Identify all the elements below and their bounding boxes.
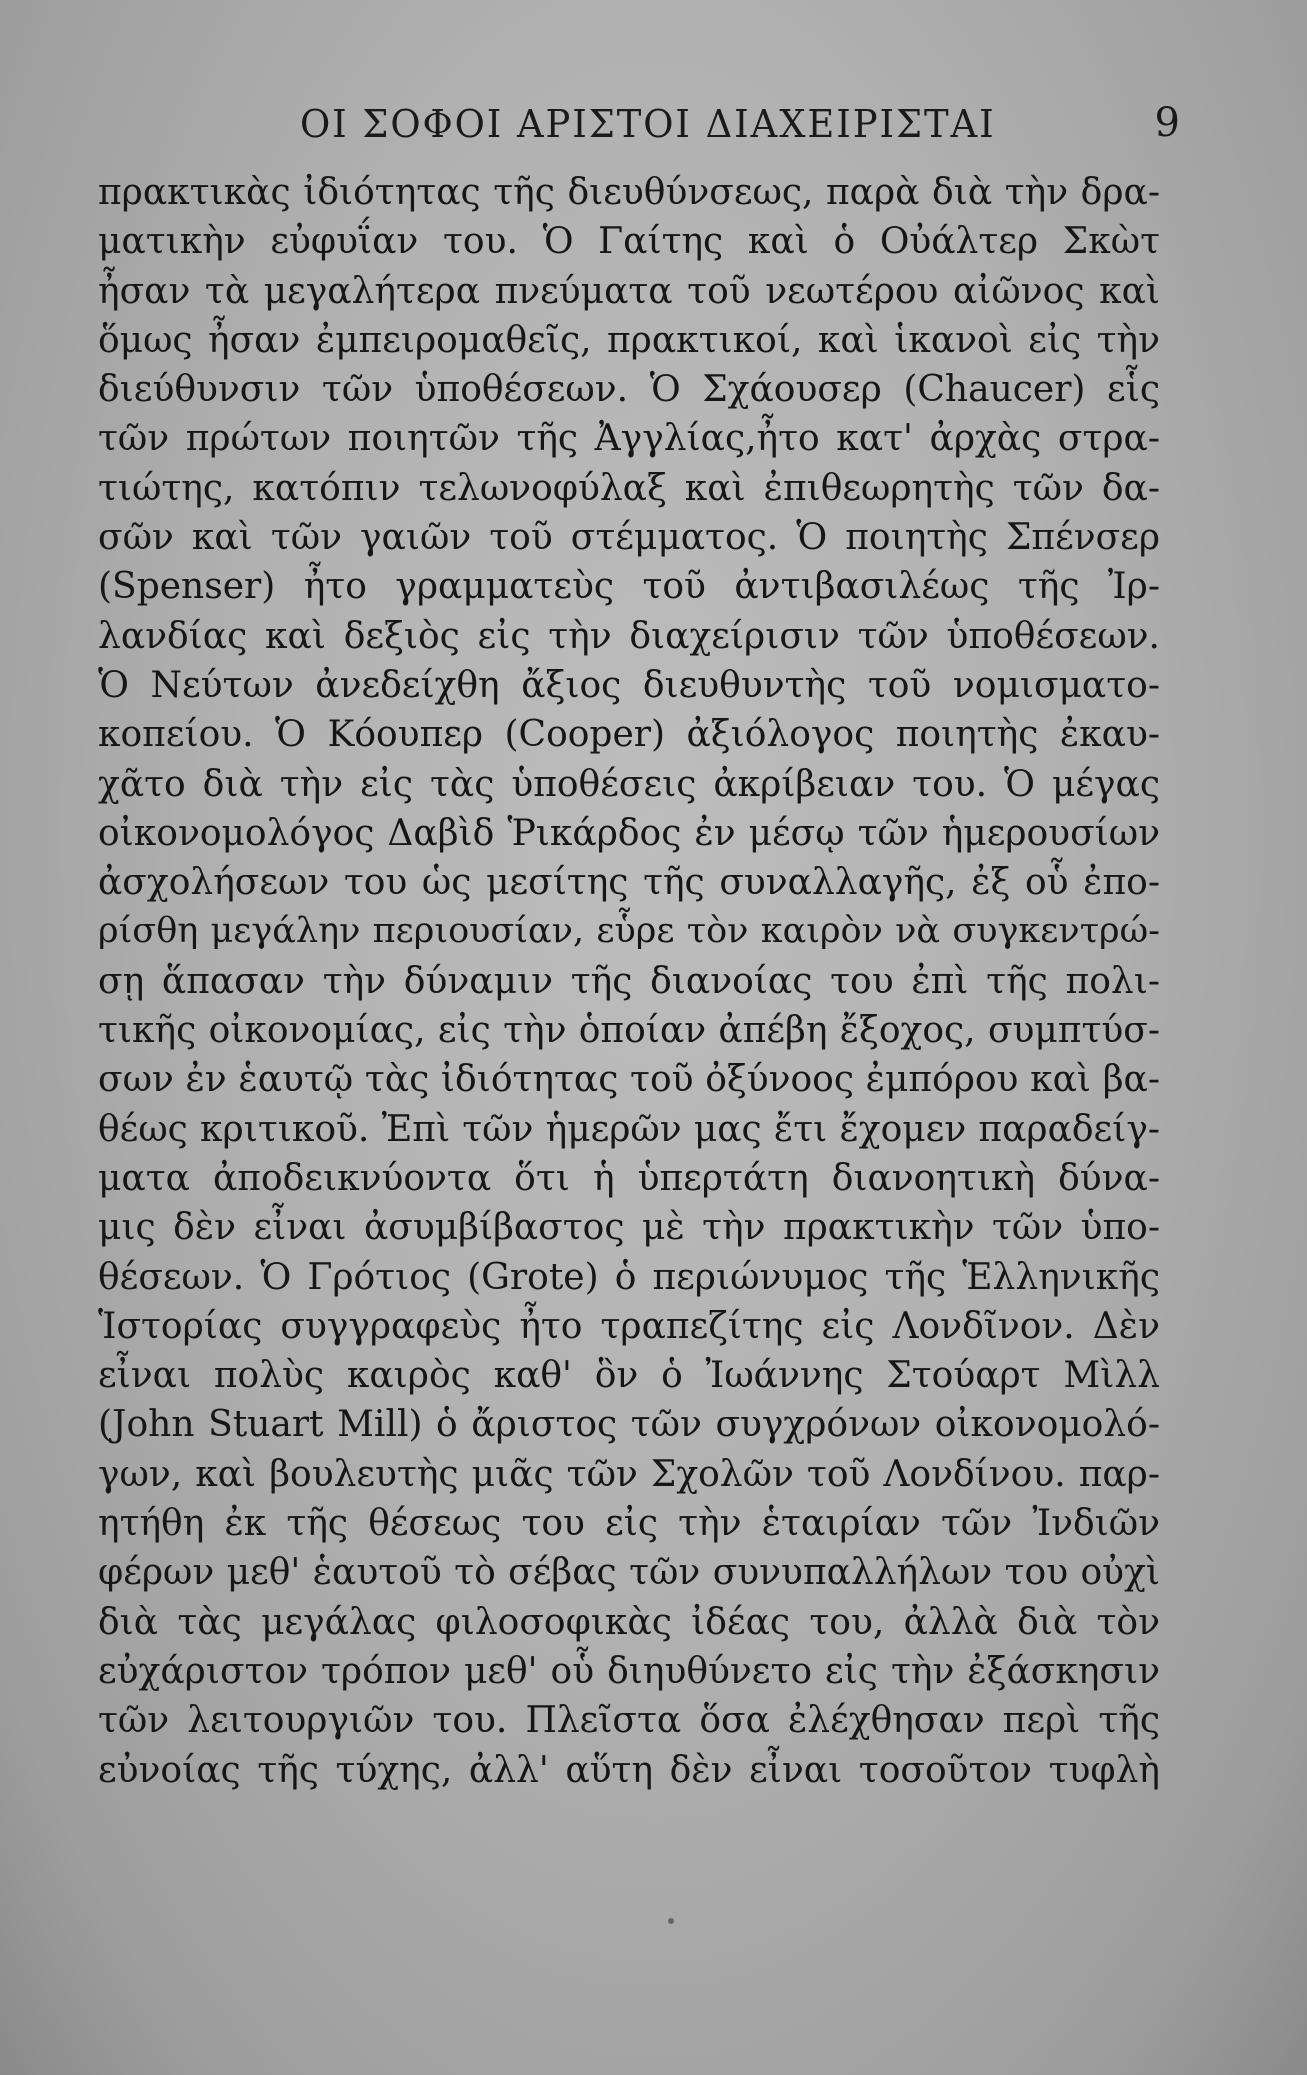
text-line: σῃ ἅπασαν τὴν δύναμιν τῆς διανοίας του ἐπὶ τῆς πολι- [98,960,1160,1002]
text-line: ρίσθη μεγάλην περιουσίαν, εὗρε τὸν καιρὸν νὰ συγκεντρώ- [98,911,1160,952]
text-line: χᾶτο διὰ τὴν εἰς τὰς ὑποθέσεις ἀκρίβειαν του. Ὁ μέγας [98,763,1160,805]
text-line: φέρων μεθ' ἑαυτοῦ τὸ σέβας τῶν συνυπαλλήλων του οὐχὶ [98,1552,1160,1594]
text-line: ητήθη ἐκ τῆς θέσεως του εἰς τὴν ἑταιρίαν τῶν Ἰνδιῶν [98,1503,1160,1545]
text-line: κοπείου. Ὁ Κόουπερ (Cooper) ἀξιόλογος ποιητὴς ἐκαυ- [98,714,1160,756]
text-line: ὅμως ἦσαν ἐμπειρομαθεῖς, πρακτικοί, καὶ ἱκανοὶ εἰς τὴν [98,319,1160,361]
text-line: Ἱστορίας συγγραφεὺς ἦτο τραπεζίτης εἰς Λονδῖνον. Δὲν [98,1305,1160,1347]
page-number: 9 [1154,100,1180,146]
text-line: τιώτης, κατόπιν τελωνοφύλαξ καὶ ἐπιθεωρητὴς τῶν δα- [98,467,1160,509]
text-line: εἶναι πολὺς καιρὸς καθ' ὃν ὁ Ἰωάννης Στούαρτ Μὶλλ [98,1355,1160,1397]
text-line: ματικὴν εὐφυΐαν του. Ὁ Γαίτης καὶ ὁ Οὐάλτερ Σκὼτ [98,221,1160,263]
running-title: ΟΙ ΣΟΦΟΙ ΑΡΙΣΤΟΙ ΔΙΑΧΕΙΡΙΣΤΑΙ [300,102,996,146]
text-line: σων ἐν ἑαυτῷ τὰς ἰδιότητας τοῦ ὀξύνοος ἐμπόρου καὶ βα- [98,1059,1160,1101]
text-line: οἰκονομολόγος Δαβὶδ Ῥικάρδος ἐν μέσῳ τῶν ἡμερουσίων [98,812,1160,854]
body-text [98,168,1160,1795]
text-line: τικῆς οἰκονομίας, εἰς τὴν ὁποίαν ἀπέβη ἔξοχος, συμπτύσ- [98,1010,1160,1052]
text-line: θέσεων. Ὁ Γρότιος (Grote) ὁ περιώνυμος τῆς Ἑλληνικῆς [98,1256,1160,1298]
text-line: (Spenser) ἦτο γραμματεὺς τοῦ ἀντιβασιλέως τῆς Ἰρ- [98,566,1160,608]
text-line: τῶν πρώτων ποιητῶν τῆς Ἀγγλίας,ἦτο κατ' ἀρχὰς στρα- [98,418,1160,460]
text-line: εὐχάριστον τρόπον μεθ' οὗ διηυθύνετο εἰς τὴν ἐξάσκησιν [98,1650,1160,1692]
text-line: ἀσχολήσεων του ὡς μεσίτης τῆς συναλλαγῆς, ἐξ οὗ ἐπο- [98,862,1160,904]
text-line: Ὁ Νεύτων ἀνεδείχθη ἄξιος διευθυντὴς τοῦ νομισματο- [98,664,1160,706]
text-line: ἦσαν τὰ μεγαλήτερα πνεύματα τοῦ νεωτέρου αἰῶνος καὶ [98,270,1160,312]
text-line: (John Stuart Mill) ὁ ἄριστος τῶν συγχρόνων οἰκονομολό- [98,1404,1160,1446]
text-line: διεύθυνσιν τῶν ὑποθέσεων. Ὁ Σχάουσερ (Chaucer) εἷς [98,369,1160,411]
text-line: τῶν λειτουργιῶν του. Πλεῖστα ὅσα ἐλέχθησαν περὶ τῆς [98,1700,1160,1742]
text-line: ματα ἀποδεικνύοντα ὅτι ἡ ὑπερτάτη διανοητικὴ δύνα- [98,1157,1160,1199]
text-line: πρακτικὰς ἰδιότητας τῆς διευθύνσεως, παρὰ διὰ τὴν δρα- [98,172,1160,213]
text-line: εὐνοίας τῆς τύχης, ἀλλ' αὕτη δὲν εἶναι τοσοῦτον τυφλὴ [98,1749,1160,1791]
text-line: γων, καὶ βουλευτὴς μιᾶς τῶν Σχολῶν τοῦ Λονδίνου. παρ- [98,1453,1160,1495]
text-line: λανδίας καὶ δεξιὸς εἰς τὴν διαχείρισιν τῶν ὑποθέσεων. [98,615,1160,657]
text-line: σῶν καὶ τῶν γαιῶν τοῦ στέμματος. Ὁ ποιητὴς Σπένσερ [98,517,1160,559]
text-line: διὰ τὰς μεγάλας φιλοσοφικὰς ἰδέας του, ἀλλὰ διὰ τὸν [98,1601,1160,1643]
text-line: μις δὲν εἶναι ἀσυμβίβαστος μὲ τὴν πρακτικὴν τῶν ὑπο- [98,1207,1160,1249]
paper-speck [668,1918,674,1924]
running-head [170,98,1180,158]
text-line: θέως κριτικοῦ. Ἐπὶ τῶν ἡμερῶν μας ἔτι ἔχομεν παραδείγ- [98,1108,1160,1150]
